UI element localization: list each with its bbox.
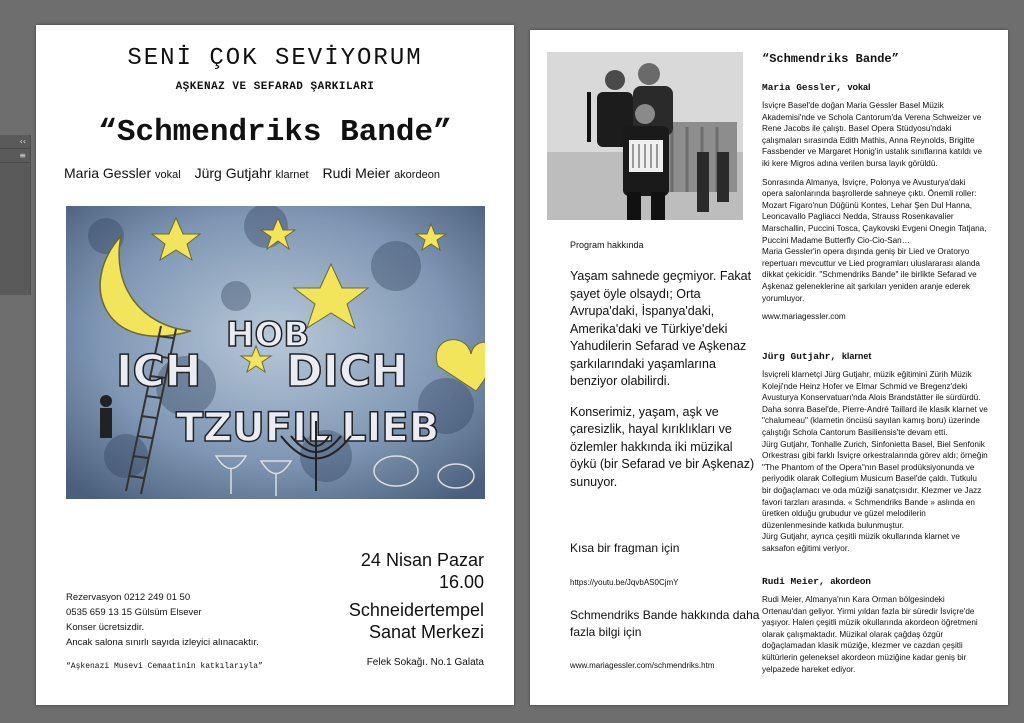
figure-shape	[100, 395, 112, 438]
band-photo-image	[547, 52, 743, 220]
right-page	[530, 30, 1008, 705]
performers-line	[64, 165, 450, 181]
band-photo	[547, 52, 743, 220]
bio-rudi	[762, 576, 988, 682]
bio-title: “Schmendriks Bande”	[762, 52, 899, 66]
bio-heading	[762, 82, 988, 93]
bio-name: Rudi Meier,	[762, 576, 825, 587]
performer-role: vokal	[155, 169, 181, 181]
poster-word: ICH	[116, 346, 202, 397]
venue-address: Felek Sokağı. No.1 Galata	[366, 657, 484, 668]
performer-name: Jürg Gutjahr	[194, 165, 272, 181]
bio-name: Jürg Gutjahr,	[762, 351, 837, 362]
menu-icon[interactable]: ≡	[0, 149, 30, 163]
fragment-label: Kısa bir fragman için	[570, 541, 680, 555]
program-paragraph: Konserimiz, yaşam, aşk ve çaresizlik, hayal kırıklıkları ve özlemler hakkında iki müzikal öykü (bir Sefarad ve bir Aşkenaz) sunuyor.	[570, 404, 755, 489]
bio-paragraph: Maria Gessler'in opera dışında geniş bir Lied ve Oratoryo repertuarı mevcuttur ve Lied programları uluslararası alanda dikkat çekicidir. "Schmendriks Bande" ile birlikte Sefarad ve Aşkenaz geleneklerine ait şarkıları yeniden aranje ederek yorumluyor.	[762, 247, 980, 303]
bio-role: vokal	[847, 82, 871, 92]
more-info-link[interactable]: www.mariagessler.com/schmendriks.htm	[570, 661, 715, 670]
youtube-link[interactable]: https://youtu.be/JqvbAS0CjmY	[570, 578, 679, 587]
band-name: “Schmendriks Bande”	[98, 115, 452, 150]
bio-heading	[762, 576, 988, 587]
bio-paragraph: Jürg Gutjahr, Tonhalle Zurich, Sinfonietta Basel, Biel Senfonik Orkestrası gibi farklı İsviçre orkestralarında görev aldı; örneğin "The Phantom of the Opera"nın Basel prodüksiyonunda ve periyodik olarak Collegium Musicum Basel'de çaldı. Tutkulu bir doğaçlamacı ve oda müziği sanatçısıdır. Klezmer ve Jazz favori tarzları arasında. « Schmendriks Bande » aslında en üretken olduğu grubudur ve güzel melodilerin düzenlenmesinde katkıda bulunmuştur.	[762, 439, 988, 530]
event-time: 16.00	[438, 572, 484, 592]
viewer-sidebar	[0, 135, 31, 295]
bio-role: klarnet	[841, 351, 872, 361]
bio-paragraph: Jürg Gutjahr, ayrıca çeşitli müzik okullarında klarnet ve saksafon eğitimi veriyor.	[762, 532, 960, 553]
venue-line: Schneidertempel	[348, 600, 484, 620]
performer-name: Maria Gessler	[64, 165, 152, 181]
program-description	[570, 268, 755, 504]
bio-text	[762, 369, 988, 555]
event-date-text: 24 Nisan Pazar	[360, 550, 484, 570]
poster-illustration	[66, 206, 485, 499]
bio-heading	[762, 351, 988, 362]
reservation-info	[66, 590, 259, 650]
performer-role: akordeon	[394, 169, 440, 181]
poster-word: TZUFIL	[176, 405, 333, 451]
limited-seating: Ancak salona sınırlı sayıda izleyici alınacaktır.	[66, 637, 259, 648]
more-info-label: Schmendriks Bande hakkında daha fazla bilgi için	[570, 608, 760, 639]
performer-name: Rudi Meier	[322, 165, 391, 181]
bio-paragraph: Rudi Meier, Almanya'nın Kara Orman bölgesindeki Ortenau'dan geliyor. Yirmi yıldan fazla bir süredir İsviçre'de yaşıyor. Halen çeşitli müzik okullarında akordeon öğretmeni olarak çalışmaktadır. Müzikal olarak çağdaş özgür doğaçlamadan klasik müziğe, klezmer ve cazdan çeşitli kültürlerin geleneksel akordeon müziğine kadar geniş bir yelpazede hareket ediyor.	[762, 595, 978, 674]
bio-paragraph: İsviçre Basel'de doğan Maria Gessler Basel Müzik Akademisi'nde ve Schola Cantorum'da Verena Schweizer ve Rene Jacobs ile çalıştı. Basel Opera Stüdyosu'ndaki çalışmaları sırasında Edith Mathis, Anna Reynolds, Brigitte Fassbender ve Margaret Honig'in ustalık sınıflarına katıldı ve iki kere Migros adına verilen bursa layık görüldü.	[762, 101, 983, 168]
program-paragraph: Yaşam sahnede geçmiyor. Fakat şayet öyle olsaydı; Orta Avrupa'daki, İspanya'daki, Amerika'daki ve Türkiye'deki Yahudilerin Sefarad ve Aşkenaz şarkılarındaki yaşamlarına benziyor olabilirdi.	[570, 269, 752, 388]
left-page	[36, 25, 514, 705]
bio-jurg	[762, 351, 988, 562]
bio-text	[762, 100, 988, 323]
poster-word: HOB	[226, 315, 310, 355]
bio-maria	[762, 82, 988, 330]
reservation-phone: Rezervasyon 0212 249 01 50	[66, 592, 191, 603]
event-date	[361, 549, 484, 593]
poster-word: LIEB	[341, 405, 440, 451]
bio-name: Maria Gessler,	[762, 82, 842, 93]
event-venue	[349, 599, 484, 643]
page-subtitle: AŞKENAZ VE SEFARAD ŞARKILARI	[175, 81, 375, 93]
program-heading: Program hakkında	[570, 240, 644, 250]
performer-role: klarnet	[275, 169, 309, 181]
poster-word: DICH	[286, 346, 409, 397]
collapse-sidebar-button[interactable]: ‹‹	[0, 135, 30, 149]
poster-artwork	[66, 206, 485, 499]
venue-line: Sanat Merkezi	[368, 622, 484, 642]
bio-paragraph: Sonrasında Almanya, İsviçre, Polonya ve Avusturya'daki opera salonlarında başrollerde sahneye çıktı. Önemli roller: Mozart Figaro'nun Düğünü Kontes, Lehar Şen Dul Hanna, Leoncavallo Pagliacci Nedda, Strauss Rosenkavalier Marschallin, Puccini Tosca, Çaykovski Evgeni Onegin Tatjana, Puccini Madame Butterfly Cio-Cio-San…	[762, 177, 987, 245]
bio-paragraph: İsviçreli klarnetçi Jürg Gutjahr, müzik eğitimini Zürih Müzik Koleji'nde Heinz Hofer ve Elmar Schmid ve Bregenz'deki Avusturya Konservatuarı'nda Alois Brandstätter ile sürdürdü. Daha sonra Basel'de, Pierre-André Taillard ile klasik klarnet ve "chalumeau" (klarnetin öncüsü sayılan kamış boru) üzerinde çalıştığı Schola Cantorum Basiliensis'te devam etti.	[762, 370, 988, 437]
reservation-contact: 0535 659 13 15 Gülsüm Elsever	[66, 607, 202, 618]
bio-link[interactable]: www.mariagessler.com	[762, 312, 846, 322]
free-admission: Konser ücretsizdir.	[66, 622, 145, 633]
bio-role: akordeon	[830, 576, 871, 586]
page-title: SENİ ÇOK SEVİYORUM	[127, 45, 423, 72]
sponsor-footer: “Aşkenazi Musevi Cemaatinin katkılarıyla”	[66, 662, 263, 671]
bio-text	[762, 594, 988, 675]
